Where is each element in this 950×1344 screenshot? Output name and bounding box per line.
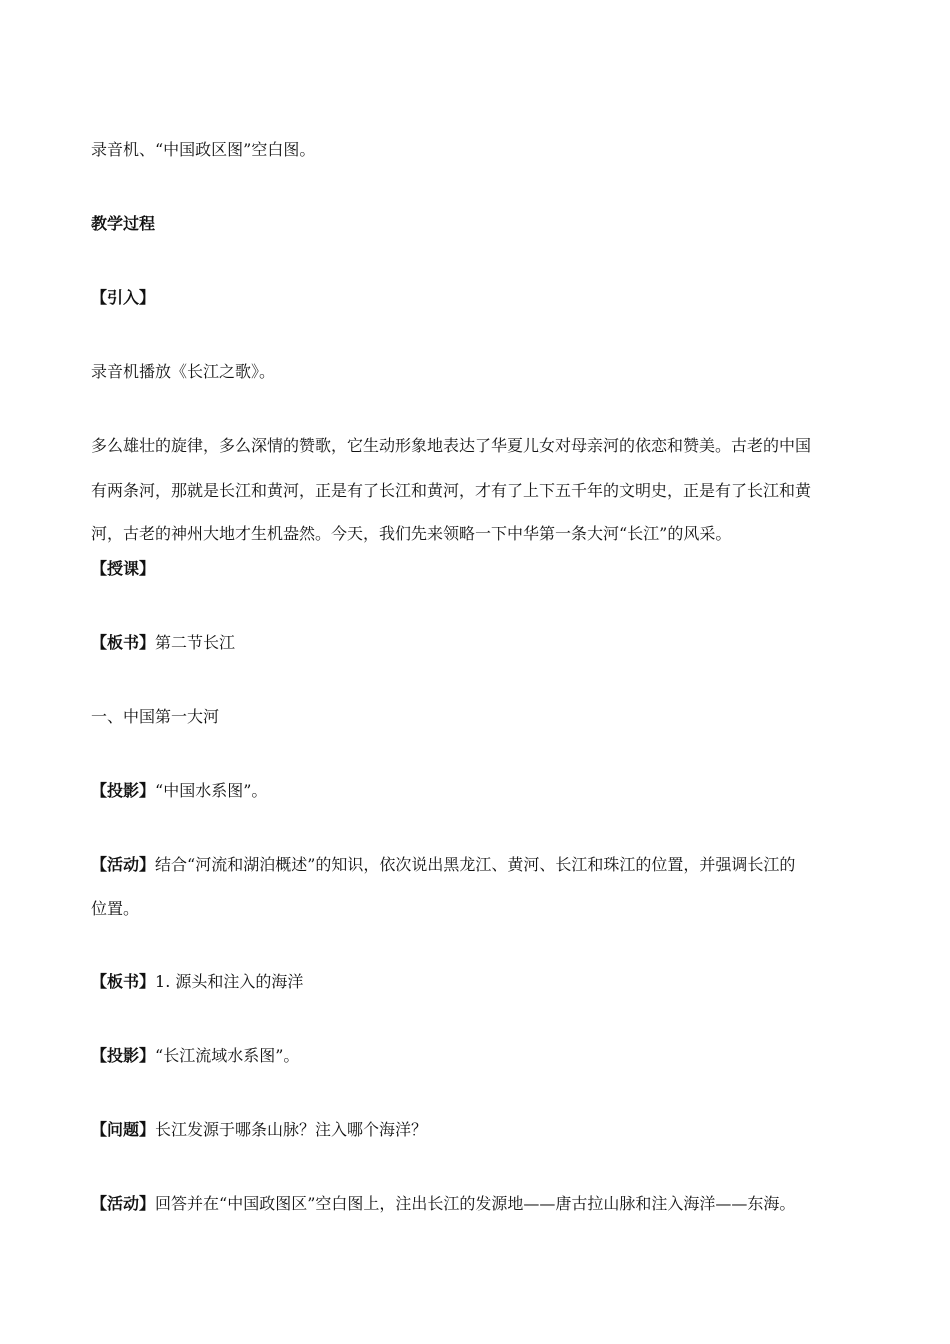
activity-line-1-cont: 位置。: [91, 899, 140, 918]
activity-text: 回答并在“中国政图区”空白图上，注出长江的发源地——唐古拉山脉和注入海洋——东海。: [155, 1194, 796, 1213]
paragraph-line: 有两条河，那就是长江和黄河，正是有了长江和黄河，才有了上下五千年的文明史，正是有了长江和黄: [91, 481, 812, 500]
question-tag: 【问题】: [91, 1120, 156, 1139]
projection-text: “中国水系图”。: [155, 781, 268, 800]
board-text: 1. 源头和注入的海洋: [155, 972, 304, 991]
board-line-2: [91, 972, 871, 992]
projection-line-1: [91, 781, 871, 801]
paragraph-line: 河，古老的神州大地才生机盎然。今天，我们先来领略一下中华第一条大河“长江”的风采。: [91, 524, 732, 543]
materials-line: 录音机、“中国政区图”空白图。: [91, 140, 316, 159]
activity-tag: 【活动】: [91, 1194, 156, 1213]
section-title: 一、中国第一大河: [91, 707, 220, 726]
activity-text: 结合“河流和湖泊概述”的知识，依次说出黑龙江、黄河、长江和珠江的位置，并强调长江的: [155, 855, 796, 874]
paragraph-line: 多么雄壮的旋律，多么深情的赞歌，它生动形象地表达了华夏儿女对母亲河的依恋和赞美。古老的中国: [91, 436, 812, 455]
activity-line-1: [91, 855, 871, 875]
teach-tag: 【授课】: [91, 559, 156, 578]
question-text: 长江发源于哪条山脉？注入哪个海洋？: [155, 1120, 428, 1139]
projection-tag: 【投影】: [91, 781, 156, 800]
projection-line-2: [91, 1046, 871, 1066]
board-line-1: [91, 633, 871, 653]
projection-tag: 【投影】: [91, 1046, 156, 1065]
intro-tag: 【引入】: [91, 288, 156, 307]
board-text: 第二节长江: [155, 633, 236, 652]
board-tag: 【板书】: [91, 633, 156, 652]
projection-text: “长江流域水系图”。: [155, 1046, 300, 1065]
activity-tag: 【活动】: [91, 855, 156, 874]
question-line: [91, 1120, 871, 1140]
section-heading: 教学过程: [91, 214, 156, 233]
intro-line: 录音机播放《长江之歌》。: [91, 362, 276, 381]
board-tag: 【板书】: [91, 972, 156, 991]
activity-line-2: [91, 1194, 871, 1214]
